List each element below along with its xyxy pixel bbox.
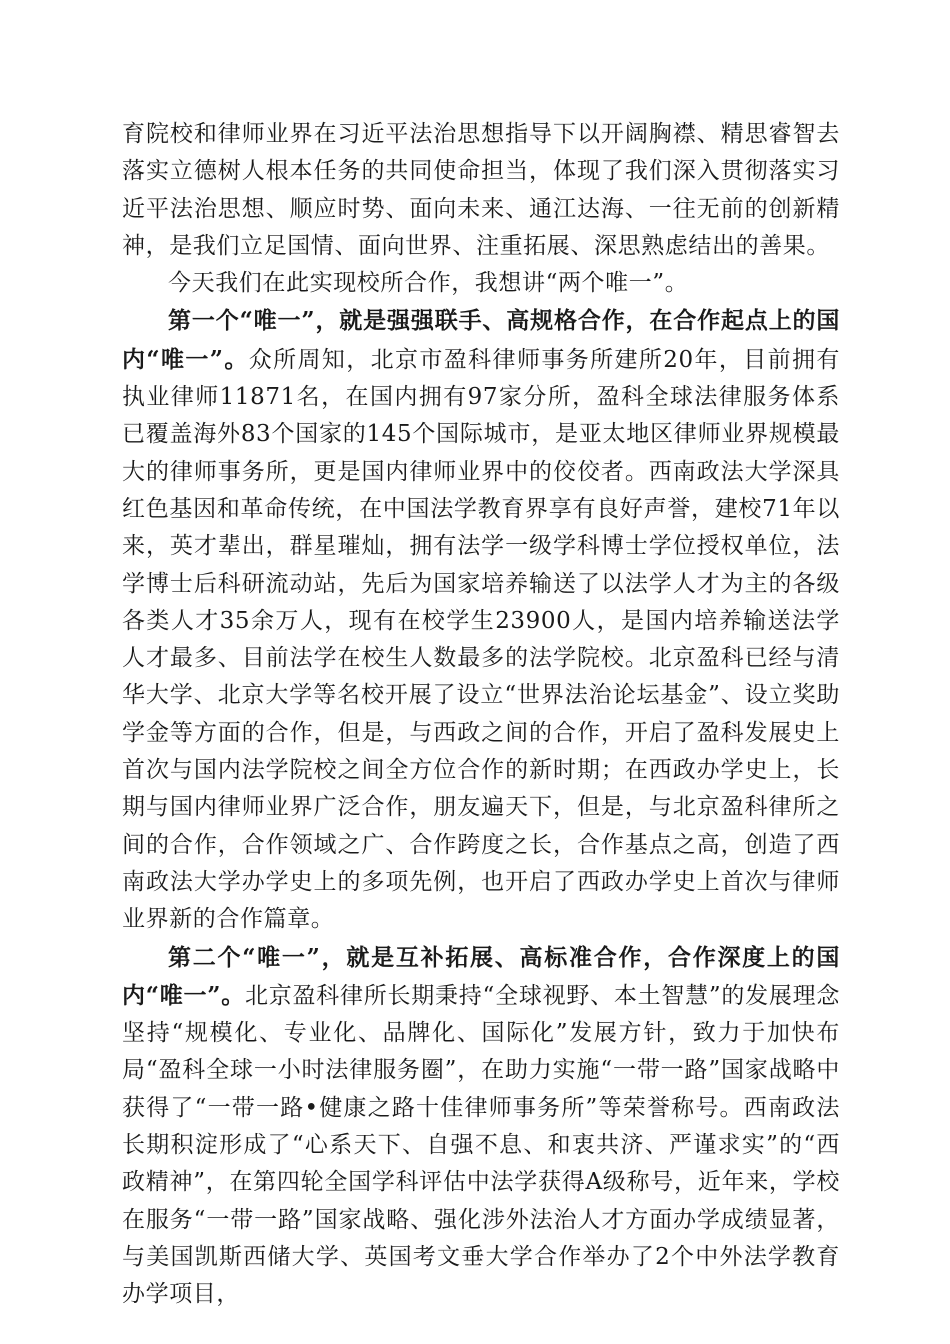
document-body	[122, 116, 840, 1314]
paragraph-intro	[122, 265, 840, 302]
paragraph-text: 今天我们在此实现校所合作，我想讲“两个唯一”。	[168, 270, 689, 297]
paragraph-text: 众所周知，北京市盈科律师事务所建所20年，目前拥有执业律师11871名，在国内拥有97家分所，盈科全球法律服务体系已覆盖海外83个国家的145个国际城市，是亚太地区律师业界规模最大的律师事务所，更是国内律师业界中的佼佼者。西南政法大学深具红色基因和革命传统，在中国法学教育界享有良好声誉，建校71年以来，英才辈出，群星璀灿，拥有法学一级学科博士学位授权单位，法学博士后科研流动站，先后为国家培养输送了以法学人才为主的各级各类人才35余万人，现有在校学生23900人，是国内培养输送法学人才最多、目前法学在校生人数最多的法学院校。北京盈科已经与清华大学、北京大学等名校开展了设立“世界法治论坛基金”、设立奖助学金等方面的合作，但是，与西政之间的合作，开启了盈科发展史上首次与国内法学院校之间全方位合作的新时期；在西政办学史上，长期与国内律师业界广泛合作，朋友遍天下，但是，与北京盈科律所之间的合作，合作领域之广、合作跨度之长，合作基点之高，创造了西南政法大学办学史上的多项先例，也开启了西政办学史上首次与律师业界新的合作篇章。	[122, 346, 840, 933]
paragraph-continuation	[122, 116, 840, 265]
paragraph-heading: 第一个“唯一”，就是强强联手、高规格合作，在合作起点上的国内“唯一”。	[122, 307, 840, 373]
paragraph-second-unique	[122, 939, 840, 1314]
paragraph-heading: 第二个“唯一”，就是互补拓展、高标准合作，合作深度上的国内“唯一”。	[122, 943, 840, 1009]
paragraph-text: 北京盈科律所长期秉持“全球视野、本土智慧”的发展理念坚持“规模化、专业化、品牌化、国际化”发展方针，致力于加快布局“盈科全球一小时法律服务圈”，在助力实施“一带一路”国家战略中获得了“一带一路•健康之路十佳律师事务所”等荣誉称号。西南政法长期积淀形成了“心系天下、自强不息、和衷共济、严谨求实”的“西政精神”，在第四轮全国学科评估中法学获得A级称号，近年来，学校在服务“一带一路”国家战略、强化涉外法治人才方面办学成绩显著，与美国凯斯西储大学、英国考文垂大学合作举办了2个中外法学教育办学项目，	[122, 982, 840, 1308]
paragraph-text: 育院校和律师业界在习近平法治思想指导下以开阔胸襟、精思睿智去落实立德树人根本任务的共同使命担当，体现了我们深入贯彻落实习近平法治思想、顺应时势、面向未来、通江达海、一往无前的创新精神，是我们立足国情、面向世界、注重拓展、深思熟虑结出的善果。	[122, 121, 840, 259]
paragraph-first-unique	[122, 302, 840, 938]
